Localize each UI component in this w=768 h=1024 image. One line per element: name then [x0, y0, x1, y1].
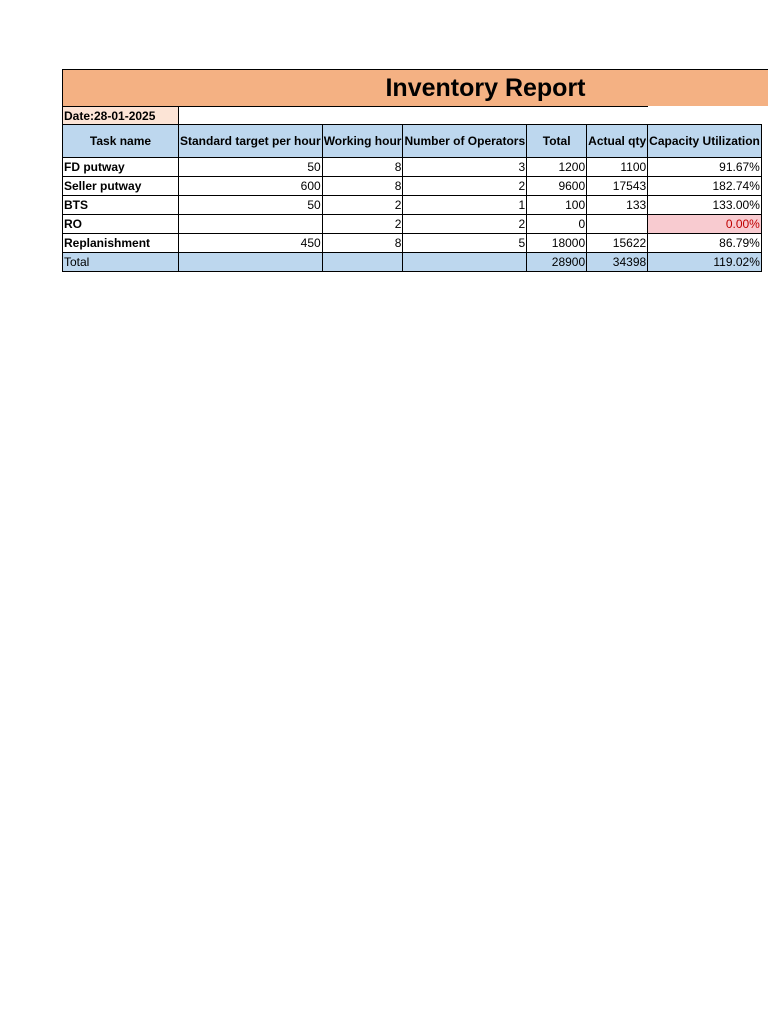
cell-hours[interactable]: 8 [322, 158, 403, 177]
cell-capacity-zero[interactable]: 0.00% [648, 215, 762, 234]
total-hours-blank[interactable] [322, 253, 403, 272]
cell-target[interactable]: 50 [179, 158, 323, 177]
cell-actual[interactable]: 17543 [587, 177, 648, 196]
cell-hours[interactable]: 8 [322, 177, 403, 196]
total-label[interactable]: Total [63, 253, 179, 272]
total-target-blank[interactable] [179, 253, 323, 272]
header-total[interactable]: Total [527, 125, 587, 158]
total-sum[interactable]: 28900 [527, 253, 587, 272]
cell-operators[interactable]: 5 [403, 234, 527, 253]
cell-task[interactable]: RO [63, 215, 179, 234]
table-row [63, 177, 762, 196]
cell-total[interactable]: 100 [527, 196, 587, 215]
report-title: Inventory Report [385, 74, 586, 102]
total-operators-blank[interactable] [403, 253, 527, 272]
cell-actual[interactable]: 133 [587, 196, 648, 215]
total-actual[interactable]: 34398 [587, 253, 648, 272]
cell-capacity[interactable]: 86.79% [648, 234, 762, 253]
cell-operators[interactable]: 3 [403, 158, 527, 177]
cell-task[interactable]: Seller putway [63, 177, 179, 196]
table-row [63, 215, 762, 234]
header-working-hour[interactable]: Working hour [322, 125, 403, 158]
cell-capacity[interactable]: 133.00% [648, 196, 762, 215]
cell-hours[interactable]: 8 [322, 234, 403, 253]
cell-actual[interactable]: 15622 [587, 234, 648, 253]
cell-target[interactable]: 50 [179, 196, 323, 215]
cell-capacity[interactable]: 182.74% [648, 177, 762, 196]
header-row [63, 125, 762, 158]
cell-task[interactable]: BTS [63, 196, 179, 215]
cell-actual[interactable] [587, 215, 648, 234]
cell-total[interactable]: 9600 [527, 177, 587, 196]
cell-target[interactable]: 600 [179, 177, 323, 196]
header-actual-qty[interactable]: Actual qty [587, 125, 648, 158]
cell-capacity[interactable]: 91.67% [648, 158, 762, 177]
cell-actual[interactable]: 1100 [587, 158, 648, 177]
cell-hours[interactable]: 2 [322, 196, 403, 215]
cell-operators[interactable]: 1 [403, 196, 527, 215]
cell-task[interactable]: FD putway [63, 158, 179, 177]
table-row [63, 196, 762, 215]
date-row-blank[interactable] [179, 107, 762, 125]
cell-operators[interactable]: 2 [403, 215, 527, 234]
cell-total[interactable]: 0 [527, 215, 587, 234]
header-task-name[interactable]: Task name [63, 125, 179, 158]
cell-hours[interactable]: 2 [322, 215, 403, 234]
cell-target[interactable] [179, 215, 323, 234]
header-operators[interactable]: Number of Operators [403, 125, 527, 158]
total-capacity[interactable]: 119.02% [648, 253, 762, 272]
header-capacity[interactable]: Capacity Utilization [648, 125, 762, 158]
cell-target[interactable]: 450 [179, 234, 323, 253]
table-row [63, 158, 762, 177]
table-row [63, 234, 762, 253]
cell-total[interactable]: 18000 [527, 234, 587, 253]
header-standard-target[interactable]: Standard target per hour [179, 125, 323, 158]
report-title-band [62, 69, 768, 106]
date-row [63, 107, 762, 125]
inventory-table [62, 106, 762, 272]
report-date[interactable]: Date:28-01-2025 [63, 107, 179, 125]
cell-total[interactable]: 1200 [527, 158, 587, 177]
cell-task[interactable]: Replanishment [63, 234, 179, 253]
total-row [63, 253, 762, 272]
cell-operators[interactable]: 2 [403, 177, 527, 196]
